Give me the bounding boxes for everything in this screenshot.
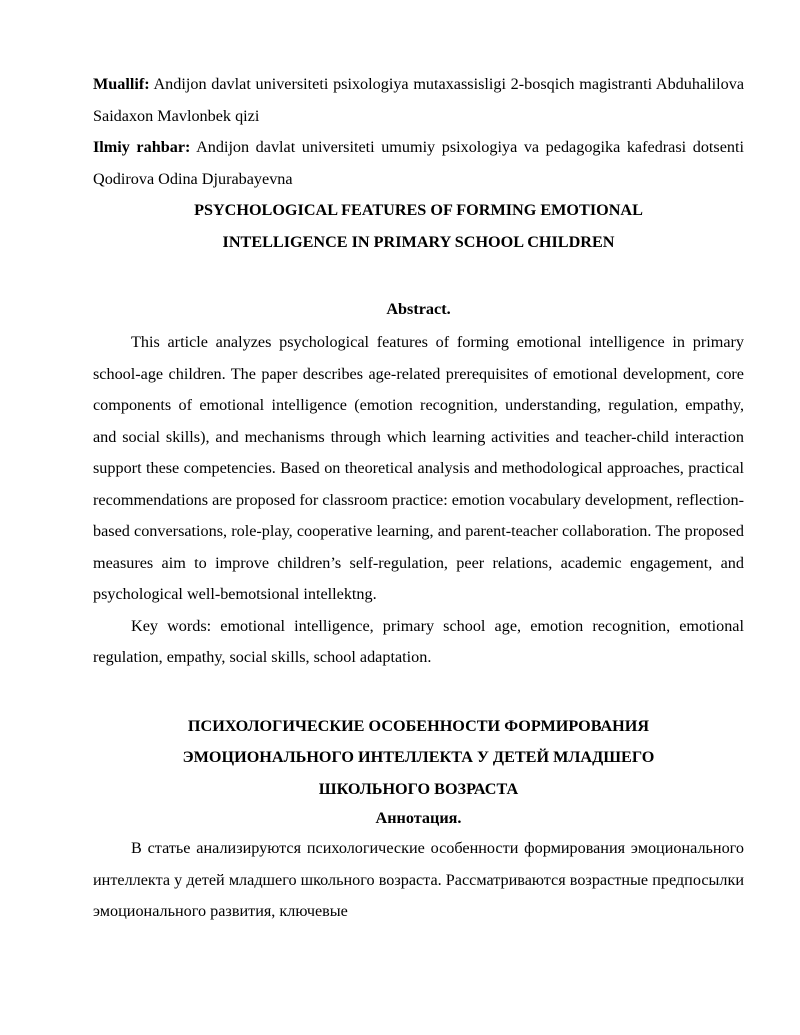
author-label: Muallif: (93, 75, 150, 93)
english-abstract-text: This article analyzes psychological features of forming emotional intelligence in primary school-age children. The paper describes age-related prerequisites of emotional development, core components of emotional intelligence (emotion recognition, understanding, regulation, empathy, and social skills), and mechanisms through which learning activities and teacher-child interaction support these competencies. Based on theoretical analysis and methodological approaches, practical recommendations are proposed for classroom practice: emotion vocabulary development, reflection-based conversations, role-play, cooperative learning, and parent-teacher collaboration. The proposed measures aim to improve children’s self-regulation, peer relations, academic engagement, and psychological well-bemotsional intellektng. (93, 333, 744, 603)
author-paragraph (93, 69, 744, 132)
russian-abstract-heading: Аннотация. (375, 809, 462, 827)
english-keywords: Key words: emotional intelligence, primary school age, emotion recognition, emotional regulation, empathy, social skills, school adaptation. (93, 616, 744, 666)
document-page (93, 69, 744, 928)
english-title-line-2: INTELLIGENCE IN PRIMARY SCHOOL CHILDREN (222, 232, 615, 251)
english-title-line-1: PSYCHOLOGICAL FEATURES OF FORMING EMOTIONAL (194, 201, 643, 219)
russian-title-line-1: ПСИХОЛОГИЧЕСКИЕ ОСОБЕННОСТИ ФОРМИРОВАНИЯ (187, 716, 650, 735)
russian-title-line-3: ШКОЛЬНОГО ВОЗРАСТА (318, 779, 519, 798)
supervisor-paragraph (93, 132, 744, 195)
supervisor-label: Ilmiy rahbar: (93, 138, 191, 156)
english-abstract-heading: Abstract. (386, 300, 451, 318)
russian-abstract-text: В статье анализируются психологические особенности формирования эмоционального интеллекта у детей младшего школьного возраста. Рассматриваются возрастные предпосылки эмоционального развития, ключевые (93, 839, 744, 920)
supervisor-text: Andijon davlat universiteti umumiy psixologiya va pedagogika kafedrasi dotsenti Qodirova Odina Djurabayevna (93, 138, 744, 188)
russian-title-line-2: ЭМОЦИОНАЛЬНОГО ИНТЕЛЛЕКТА У ДЕТЕЙ МЛАДШЕГО (182, 748, 655, 766)
author-text: Andijon davlat universiteti psixologiya mutaxassisligi 2-bosqich magistranti Abduhalilova Saidaxon Mavlonbek qizi (93, 75, 744, 125)
